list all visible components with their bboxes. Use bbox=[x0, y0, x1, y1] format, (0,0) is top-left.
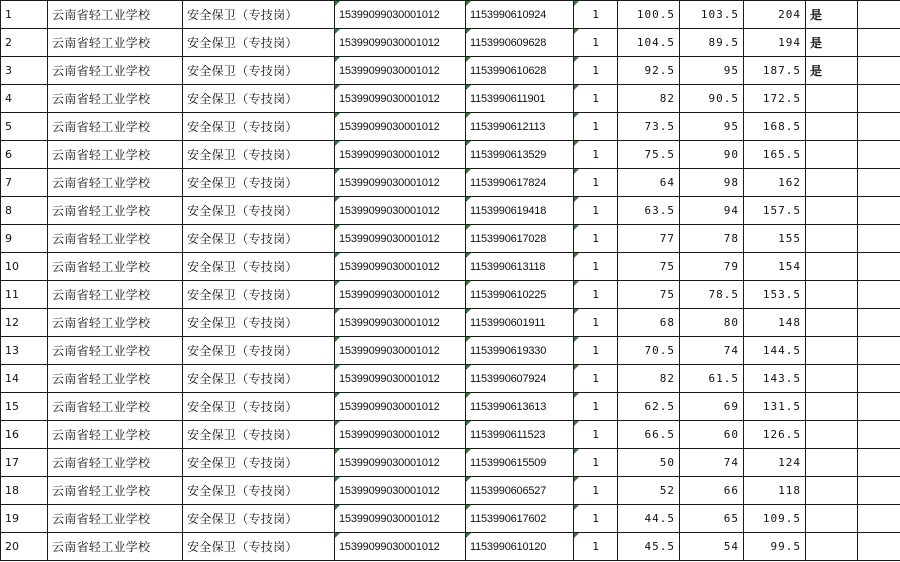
table-row bbox=[1, 141, 900, 169]
post-code-cell[interactable]: 15399099030001012 bbox=[335, 533, 466, 561]
interview-score-cell[interactable]: 78.5 bbox=[680, 281, 744, 309]
row-number-cell[interactable]: 19 bbox=[1, 505, 48, 533]
written-score-cell[interactable]: 45.5 bbox=[618, 533, 680, 561]
table-row bbox=[1, 337, 900, 365]
table-row bbox=[1, 533, 900, 561]
school-cell[interactable]: 云南省轻工业学校 bbox=[48, 113, 183, 141]
post-code-cell[interactable]: 15399099030001012 bbox=[335, 505, 466, 533]
post-cell[interactable]: 安全保卫（专技岗） bbox=[183, 421, 335, 449]
written-score-cell[interactable]: 62.5 bbox=[618, 393, 680, 421]
inspection-flag-cell[interactable] bbox=[806, 449, 858, 477]
row-number-cell[interactable]: 15 bbox=[1, 393, 48, 421]
empty-cell[interactable] bbox=[858, 141, 900, 169]
school-cell[interactable]: 云南省轻工业学校 bbox=[48, 533, 183, 561]
ticket-number-cell[interactable]: 1153990611523 bbox=[466, 421, 574, 449]
row-number-cell[interactable]: 20 bbox=[1, 533, 48, 561]
empty-cell[interactable] bbox=[858, 1, 900, 29]
interview-score-cell[interactable]: 89.5 bbox=[680, 29, 744, 57]
empty-cell[interactable] bbox=[858, 225, 900, 253]
ticket-number-cell[interactable]: 1153990617602 bbox=[466, 505, 574, 533]
empty-cell[interactable] bbox=[858, 281, 900, 309]
post-code-cell[interactable]: 15399099030001012 bbox=[335, 393, 466, 421]
post-cell[interactable]: 安全保卫（专技岗） bbox=[183, 477, 335, 505]
written-score-cell[interactable]: 104.5 bbox=[618, 29, 680, 57]
interview-score-cell[interactable]: 80 bbox=[680, 309, 744, 337]
table-row bbox=[1, 1, 900, 29]
interview-score-cell[interactable]: 69 bbox=[680, 393, 744, 421]
post-code-cell[interactable]: 15399099030001012 bbox=[335, 57, 466, 85]
table-row bbox=[1, 197, 900, 225]
written-score-cell[interactable]: 70.5 bbox=[618, 337, 680, 365]
empty-cell[interactable] bbox=[858, 197, 900, 225]
empty-cell[interactable] bbox=[858, 253, 900, 281]
total-score-cell[interactable]: 172.5 bbox=[744, 85, 806, 113]
written-score-cell[interactable]: 75 bbox=[618, 281, 680, 309]
interview-score-cell[interactable]: 61.5 bbox=[680, 365, 744, 393]
school-cell[interactable]: 云南省轻工业学校 bbox=[48, 505, 183, 533]
inspection-flag-cell[interactable] bbox=[806, 393, 858, 421]
row-number-cell[interactable]: 7 bbox=[1, 169, 48, 197]
interview-score-cell[interactable]: 54 bbox=[680, 533, 744, 561]
table-row bbox=[1, 449, 900, 477]
ticket-number-cell[interactable]: 1153990611901 bbox=[466, 85, 574, 113]
interview-score-cell[interactable]: 74 bbox=[680, 337, 744, 365]
inspection-flag-cell[interactable] bbox=[806, 113, 858, 141]
post-cell[interactable]: 安全保卫（专技岗） bbox=[183, 309, 335, 337]
row-number-cell[interactable]: 14 bbox=[1, 365, 48, 393]
inspection-flag-cell[interactable] bbox=[806, 365, 858, 393]
total-score-cell[interactable]: 155 bbox=[744, 225, 806, 253]
inspection-flag-cell[interactable] bbox=[806, 505, 858, 533]
table-row bbox=[1, 281, 900, 309]
hire-count-cell[interactable]: 1 bbox=[574, 477, 618, 505]
school-cell[interactable]: 云南省轻工业学校 bbox=[48, 449, 183, 477]
interview-score-cell[interactable]: 78 bbox=[680, 225, 744, 253]
row-number-cell[interactable]: 6 bbox=[1, 141, 48, 169]
written-score-cell[interactable]: 64 bbox=[618, 169, 680, 197]
hire-count-cell[interactable]: 1 bbox=[574, 57, 618, 85]
school-cell[interactable]: 云南省轻工业学校 bbox=[48, 309, 183, 337]
written-score-cell[interactable]: 77 bbox=[618, 225, 680, 253]
post-code-cell[interactable]: 15399099030001012 bbox=[335, 85, 466, 113]
ticket-number-cell[interactable]: 1153990610120 bbox=[466, 533, 574, 561]
ticket-number-cell[interactable]: 1153990617824 bbox=[466, 169, 574, 197]
table-row bbox=[1, 57, 900, 85]
hire-count-cell[interactable]: 1 bbox=[574, 141, 618, 169]
inspection-flag-cell[interactable]: 是 bbox=[806, 29, 858, 57]
interview-score-cell[interactable]: 79 bbox=[680, 253, 744, 281]
post-cell[interactable]: 安全保卫（专技岗） bbox=[183, 57, 335, 85]
inspection-flag-cell[interactable] bbox=[806, 309, 858, 337]
interview-score-cell[interactable]: 66 bbox=[680, 477, 744, 505]
written-score-cell[interactable]: 66.5 bbox=[618, 421, 680, 449]
inspection-flag-cell[interactable] bbox=[806, 197, 858, 225]
ticket-number-cell[interactable]: 1153990619330 bbox=[466, 337, 574, 365]
total-score-cell[interactable]: 118 bbox=[744, 477, 806, 505]
inspection-flag-cell[interactable]: 是 bbox=[806, 57, 858, 85]
hire-count-cell[interactable]: 1 bbox=[574, 421, 618, 449]
school-cell[interactable]: 云南省轻工业学校 bbox=[48, 225, 183, 253]
post-cell[interactable]: 安全保卫（专技岗） bbox=[183, 365, 335, 393]
row-number-cell[interactable]: 2 bbox=[1, 29, 48, 57]
hire-count-cell[interactable]: 1 bbox=[574, 29, 618, 57]
table-row bbox=[1, 253, 900, 281]
hire-count-cell[interactable]: 1 bbox=[574, 505, 618, 533]
table-row bbox=[1, 225, 900, 253]
empty-cell[interactable] bbox=[858, 309, 900, 337]
empty-cell[interactable] bbox=[858, 449, 900, 477]
written-score-cell[interactable]: 73.5 bbox=[618, 113, 680, 141]
ticket-number-cell[interactable]: 1153990601911 bbox=[466, 309, 574, 337]
post-cell[interactable]: 安全保卫（专技岗） bbox=[183, 337, 335, 365]
written-score-cell[interactable]: 50 bbox=[618, 449, 680, 477]
interview-score-cell[interactable]: 90 bbox=[680, 141, 744, 169]
school-cell[interactable]: 云南省轻工业学校 bbox=[48, 169, 183, 197]
post-code-cell[interactable]: 15399099030001012 bbox=[335, 253, 466, 281]
inspection-flag-cell[interactable] bbox=[806, 477, 858, 505]
school-cell[interactable]: 云南省轻工业学校 bbox=[48, 85, 183, 113]
ticket-number-cell[interactable]: 1153990617028 bbox=[466, 225, 574, 253]
table-row bbox=[1, 365, 900, 393]
row-number-cell[interactable]: 16 bbox=[1, 421, 48, 449]
school-cell[interactable]: 云南省轻工业学校 bbox=[48, 253, 183, 281]
ticket-number-cell[interactable]: 1153990610225 bbox=[466, 281, 574, 309]
inspection-flag-cell[interactable] bbox=[806, 169, 858, 197]
post-code-cell[interactable]: 15399099030001012 bbox=[335, 449, 466, 477]
ticket-number-cell[interactable]: 1153990613118 bbox=[466, 253, 574, 281]
inspection-flag-cell[interactable] bbox=[806, 533, 858, 561]
school-cell[interactable]: 云南省轻工业学校 bbox=[48, 197, 183, 225]
empty-cell[interactable] bbox=[858, 505, 900, 533]
ticket-number-cell[interactable]: 1153990615509 bbox=[466, 449, 574, 477]
table-row bbox=[1, 85, 900, 113]
written-score-cell[interactable]: 92.5 bbox=[618, 57, 680, 85]
written-score-cell[interactable]: 52 bbox=[618, 477, 680, 505]
written-score-cell[interactable]: 82 bbox=[618, 85, 680, 113]
inspection-flag-cell[interactable] bbox=[806, 337, 858, 365]
written-score-cell[interactable]: 75 bbox=[618, 253, 680, 281]
table-row bbox=[1, 477, 900, 505]
empty-cell[interactable] bbox=[858, 29, 900, 57]
school-cell[interactable]: 云南省轻工业学校 bbox=[48, 337, 183, 365]
total-score-cell[interactable]: 157.5 bbox=[744, 197, 806, 225]
inspection-flag-cell[interactable] bbox=[806, 85, 858, 113]
post-cell[interactable]: 安全保卫（专技岗） bbox=[183, 141, 335, 169]
hire-count-cell[interactable]: 1 bbox=[574, 449, 618, 477]
empty-cell[interactable] bbox=[858, 113, 900, 141]
inspection-flag-cell[interactable] bbox=[806, 141, 858, 169]
post-cell[interactable]: 安全保卫（专技岗） bbox=[183, 533, 335, 561]
table-row bbox=[1, 169, 900, 197]
hire-count-cell[interactable]: 1 bbox=[574, 1, 618, 29]
hire-count-cell[interactable]: 1 bbox=[574, 365, 618, 393]
row-number-cell[interactable]: 4 bbox=[1, 85, 48, 113]
table-row bbox=[1, 29, 900, 57]
ticket-number-cell[interactable]: 1153990607924 bbox=[466, 365, 574, 393]
interview-score-cell[interactable]: 60 bbox=[680, 421, 744, 449]
hire-count-cell[interactable]: 1 bbox=[574, 225, 618, 253]
school-cell[interactable]: 云南省轻工业学校 bbox=[48, 1, 183, 29]
ticket-number-cell[interactable]: 1153990613613 bbox=[466, 393, 574, 421]
post-code-cell[interactable]: 15399099030001012 bbox=[335, 365, 466, 393]
row-number-cell[interactable]: 3 bbox=[1, 57, 48, 85]
empty-cell[interactable] bbox=[858, 365, 900, 393]
interview-score-cell[interactable]: 94 bbox=[680, 197, 744, 225]
school-cell[interactable]: 云南省轻工业学校 bbox=[48, 421, 183, 449]
empty-cell[interactable] bbox=[858, 533, 900, 561]
interview-score-cell[interactable]: 74 bbox=[680, 449, 744, 477]
empty-cell[interactable] bbox=[858, 57, 900, 85]
empty-cell[interactable] bbox=[858, 85, 900, 113]
school-cell[interactable]: 云南省轻工业学校 bbox=[48, 365, 183, 393]
total-score-cell[interactable]: 143.5 bbox=[744, 365, 806, 393]
post-cell[interactable]: 安全保卫（专技岗） bbox=[183, 197, 335, 225]
table-row bbox=[1, 505, 900, 533]
hire-count-cell[interactable]: 1 bbox=[574, 393, 618, 421]
post-code-cell[interactable]: 15399099030001012 bbox=[335, 29, 466, 57]
total-score-cell[interactable]: 187.5 bbox=[744, 57, 806, 85]
inspection-flag-cell[interactable] bbox=[806, 281, 858, 309]
table-row bbox=[1, 113, 900, 141]
row-number-cell[interactable]: 9 bbox=[1, 225, 48, 253]
empty-cell[interactable] bbox=[858, 169, 900, 197]
total-score-cell[interactable]: 99.5 bbox=[744, 533, 806, 561]
hire-count-cell[interactable]: 1 bbox=[574, 253, 618, 281]
row-number-cell[interactable]: 5 bbox=[1, 113, 48, 141]
hire-count-cell[interactable]: 1 bbox=[574, 85, 618, 113]
post-code-cell[interactable]: 15399099030001012 bbox=[335, 169, 466, 197]
row-number-cell[interactable]: 17 bbox=[1, 449, 48, 477]
hire-count-cell[interactable]: 1 bbox=[574, 337, 618, 365]
school-cell[interactable]: 云南省轻工业学校 bbox=[48, 141, 183, 169]
school-cell[interactable]: 云南省轻工业学校 bbox=[48, 393, 183, 421]
total-score-cell[interactable]: 204 bbox=[744, 1, 806, 29]
inspection-flag-cell[interactable] bbox=[806, 253, 858, 281]
total-score-cell[interactable]: 162 bbox=[744, 169, 806, 197]
empty-cell[interactable] bbox=[858, 393, 900, 421]
hire-count-cell[interactable]: 1 bbox=[574, 113, 618, 141]
total-score-cell[interactable]: 154 bbox=[744, 253, 806, 281]
table-body bbox=[1, 1, 900, 561]
row-number-cell[interactable]: 18 bbox=[1, 477, 48, 505]
ticket-number-cell[interactable]: 1153990613529 bbox=[466, 141, 574, 169]
school-cell[interactable]: 云南省轻工业学校 bbox=[48, 29, 183, 57]
post-cell[interactable]: 安全保卫（专技岗） bbox=[183, 169, 335, 197]
table-row bbox=[1, 421, 900, 449]
written-score-cell[interactable]: 44.5 bbox=[618, 505, 680, 533]
hire-count-cell[interactable]: 1 bbox=[574, 533, 618, 561]
interview-score-cell[interactable]: 95 bbox=[680, 57, 744, 85]
row-number-cell[interactable]: 1 bbox=[1, 1, 48, 29]
inspection-flag-cell[interactable] bbox=[806, 421, 858, 449]
interview-score-cell[interactable]: 95 bbox=[680, 113, 744, 141]
row-number-cell[interactable]: 13 bbox=[1, 337, 48, 365]
post-cell[interactable]: 安全保卫（专技岗） bbox=[183, 449, 335, 477]
post-code-cell[interactable]: 15399099030001012 bbox=[335, 281, 466, 309]
post-cell[interactable]: 安全保卫（专技岗） bbox=[183, 393, 335, 421]
post-cell[interactable]: 安全保卫（专技岗） bbox=[183, 505, 335, 533]
ticket-number-cell[interactable]: 1153990619418 bbox=[466, 197, 574, 225]
total-score-cell[interactable]: 165.5 bbox=[744, 141, 806, 169]
post-cell[interactable]: 安全保卫（专技岗） bbox=[183, 85, 335, 113]
hire-count-cell[interactable]: 1 bbox=[574, 309, 618, 337]
post-code-cell[interactable]: 15399099030001012 bbox=[335, 477, 466, 505]
table-row bbox=[1, 309, 900, 337]
post-cell[interactable]: 安全保卫（专技岗） bbox=[183, 253, 335, 281]
interview-score-cell[interactable]: 103.5 bbox=[680, 1, 744, 29]
school-cell[interactable]: 云南省轻工业学校 bbox=[48, 281, 183, 309]
total-score-cell[interactable]: 194 bbox=[744, 29, 806, 57]
post-code-cell[interactable]: 15399099030001012 bbox=[335, 337, 466, 365]
ticket-number-cell[interactable]: 1153990610924 bbox=[466, 1, 574, 29]
ticket-number-cell[interactable]: 1153990610628 bbox=[466, 57, 574, 85]
post-code-cell[interactable]: 15399099030001012 bbox=[335, 197, 466, 225]
total-score-cell[interactable]: 126.5 bbox=[744, 421, 806, 449]
row-number-cell[interactable]: 12 bbox=[1, 309, 48, 337]
ticket-number-cell[interactable]: 1153990606527 bbox=[466, 477, 574, 505]
post-cell[interactable]: 安全保卫（专技岗） bbox=[183, 29, 335, 57]
written-score-cell[interactable]: 68 bbox=[618, 309, 680, 337]
total-score-cell[interactable]: 109.5 bbox=[744, 505, 806, 533]
total-score-cell[interactable]: 168.5 bbox=[744, 113, 806, 141]
empty-cell[interactable] bbox=[858, 421, 900, 449]
row-number-cell[interactable]: 10 bbox=[1, 253, 48, 281]
total-score-cell[interactable]: 153.5 bbox=[744, 281, 806, 309]
interview-score-cell[interactable]: 98 bbox=[680, 169, 744, 197]
hire-count-cell[interactable]: 1 bbox=[574, 169, 618, 197]
post-code-cell[interactable]: 15399099030001012 bbox=[335, 141, 466, 169]
interview-score-cell[interactable]: 90.5 bbox=[680, 85, 744, 113]
total-score-cell[interactable]: 124 bbox=[744, 449, 806, 477]
table-row bbox=[1, 393, 900, 421]
row-number-cell[interactable]: 8 bbox=[1, 197, 48, 225]
interview-score-cell[interactable]: 65 bbox=[680, 505, 744, 533]
post-code-cell[interactable]: 15399099030001012 bbox=[335, 1, 466, 29]
post-cell[interactable]: 安全保卫（专技岗） bbox=[183, 225, 335, 253]
total-score-cell[interactable]: 148 bbox=[744, 309, 806, 337]
row-number-cell[interactable]: 11 bbox=[1, 281, 48, 309]
empty-cell[interactable] bbox=[858, 477, 900, 505]
post-code-cell[interactable]: 15399099030001012 bbox=[335, 309, 466, 337]
post-code-cell[interactable]: 15399099030001012 bbox=[335, 421, 466, 449]
written-score-cell[interactable]: 75.5 bbox=[618, 141, 680, 169]
hire-count-cell[interactable]: 1 bbox=[574, 197, 618, 225]
school-cell[interactable]: 云南省轻工业学校 bbox=[48, 57, 183, 85]
total-score-cell[interactable]: 144.5 bbox=[744, 337, 806, 365]
hire-count-cell[interactable]: 1 bbox=[574, 281, 618, 309]
post-code-cell[interactable]: 15399099030001012 bbox=[335, 113, 466, 141]
post-cell[interactable]: 安全保卫（专技岗） bbox=[183, 281, 335, 309]
post-cell[interactable]: 安全保卫（专技岗） bbox=[183, 113, 335, 141]
post-cell[interactable]: 安全保卫（专技岗） bbox=[183, 1, 335, 29]
empty-cell[interactable] bbox=[858, 337, 900, 365]
inspection-flag-cell[interactable] bbox=[806, 225, 858, 253]
written-score-cell[interactable]: 82 bbox=[618, 365, 680, 393]
school-cell[interactable]: 云南省轻工业学校 bbox=[48, 477, 183, 505]
inspection-flag-cell[interactable]: 是 bbox=[806, 1, 858, 29]
post-code-cell[interactable]: 15399099030001012 bbox=[335, 225, 466, 253]
ticket-number-cell[interactable]: 1153990612113 bbox=[466, 113, 574, 141]
total-score-cell[interactable]: 131.5 bbox=[744, 393, 806, 421]
written-score-cell[interactable]: 63.5 bbox=[618, 197, 680, 225]
ticket-number-cell[interactable]: 1153990609628 bbox=[466, 29, 574, 57]
written-score-cell[interactable]: 100.5 bbox=[618, 1, 680, 29]
